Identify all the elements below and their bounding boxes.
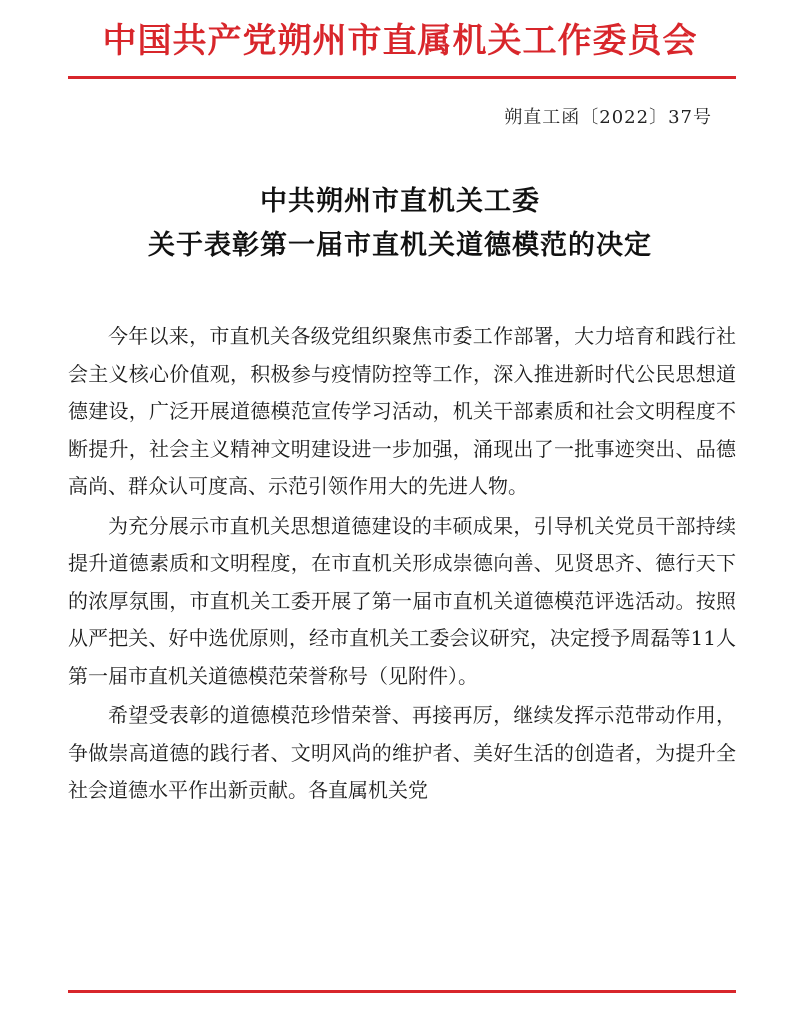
document-body: [68, 318, 736, 810]
letterhead-title: 中国共产党朔州市直属机关工作委员会: [102, 21, 698, 61]
body-paragraph-2: 为充分展示市直机关思想道德建设的丰硕成果，引导机关党员干部持续提升道德素质和文明程度，在市直机关形成崇德向善、见贤思齐、德行天下的浓厚氛围，市直机关工委开展了第一届市直机关道德模范评选活动。按照从严把关、好中选优原则，经市直机关工委会议研究，决定授予周磊等11人第一届市直机关道德模范荣誉称号（见附件）。: [68, 513, 736, 688]
body-paragraph-3: 希望受表彰的道德模范珍惜荣誉、再接再厉，继续发挥示范带动作用，争做崇高道德的践行者、文明风尚的维护者、美好生活的创造者，为提升全社会道德水平作出新贡献。各直属机关党: [68, 703, 736, 802]
document-number: 朔直工函〔2022〕37号: [504, 107, 712, 128]
document-title: [0, 180, 800, 268]
letterhead-red-rule: [68, 76, 736, 79]
footer-red-rule: [68, 990, 736, 993]
document-title-line-2: 关于表彰第一届市直机关道德模范的决定: [148, 230, 652, 261]
body-paragraph-1: 今年以来，市直机关各级党组织聚焦市委工作部署，大力培育和践行社会主义核心价值观，积极参与疫情防控等工作，深入推进新时代公民思想道德建设，广泛开展道德模范宣传学习活动，机关干部素质和社会文明程度不断提升，社会主义精神文明建设进一步加强，涌现出了一批事迹突出、品德高尚、群众认可度高、示范引领作用大的先进人物。: [68, 324, 736, 498]
document-title-line-1: 中共朔州市直机关工委: [260, 186, 540, 217]
